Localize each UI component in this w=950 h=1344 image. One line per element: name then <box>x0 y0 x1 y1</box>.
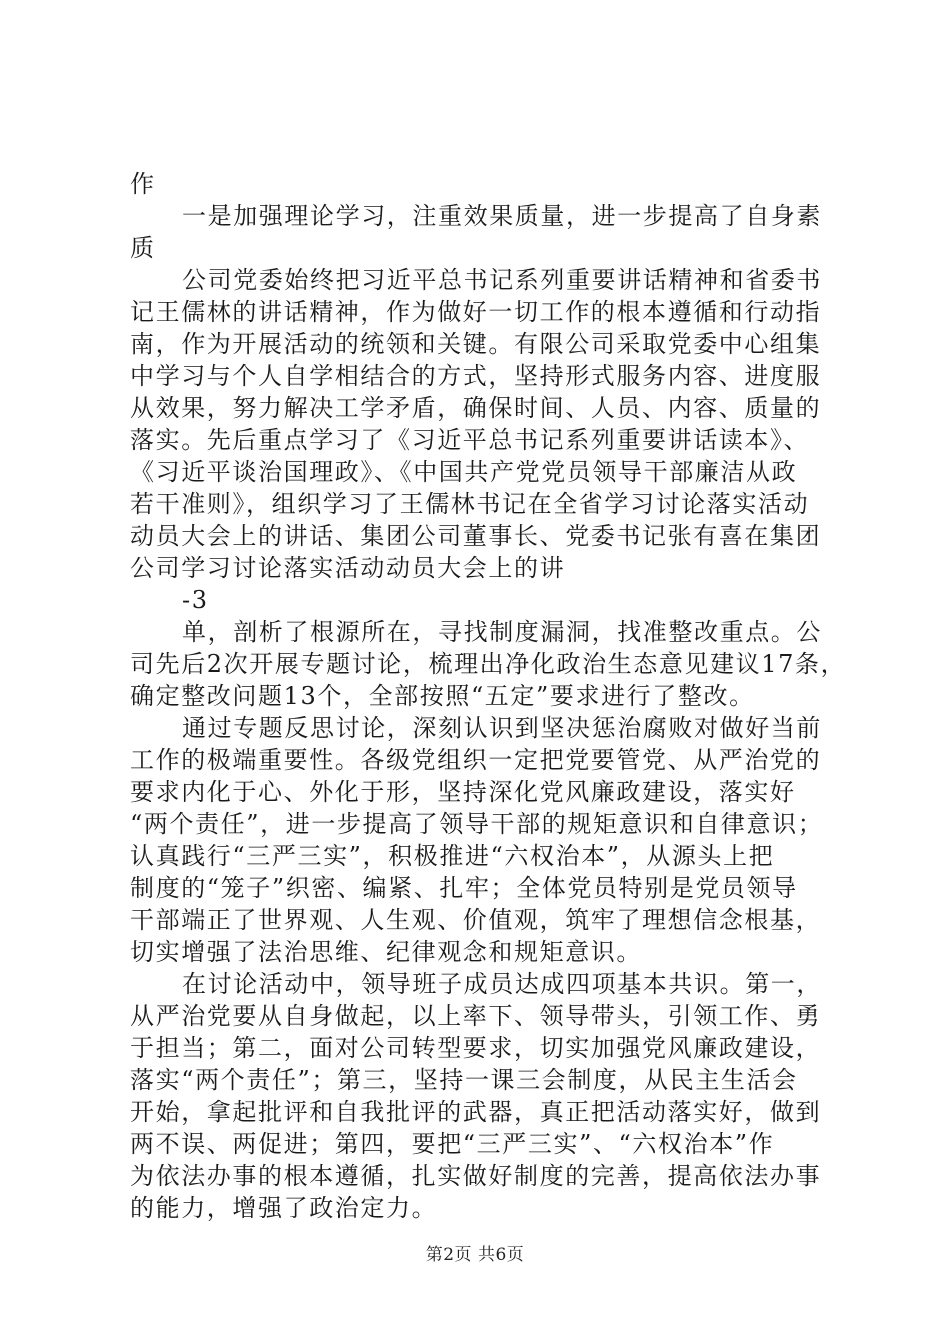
paragraph-first-line: 通过专题反思讨论，深刻认识到坚决惩治腐败对做好当前 <box>182 714 822 742</box>
text-line: 动员大会上的讲话、集团公司董事长、党委书记张有喜在集团 <box>130 522 822 550</box>
text-line: 从严治党要从自身做起，以上率下、领导带头，引领工作、勇 <box>130 1002 822 1030</box>
text-line: 要求内化于心、外化于形，坚持深化党风廉政建设，落实好 <box>130 778 796 806</box>
text-line: 司先后2次开展专题讨论，梳理出净化政治生态意见建议17条， <box>130 650 847 678</box>
text-line: 确定整改问题13个，全部按照“五定”要求进行了整改。 <box>130 682 755 710</box>
paragraph-first-line: 公司党委始终把习近平总书记系列重要讲话精神和省委书 <box>182 266 822 294</box>
text-line: 《习近平谈治国理政》、《中国共产党党员领导干部廉洁从政 <box>130 458 798 486</box>
text-line: 为依法办事的根本遵循，扎实做好制度的完善，提高依法办事 <box>130 1162 822 1190</box>
text-line: 作 <box>130 170 156 198</box>
document-body <box>130 168 847 1224</box>
page-marker-line: -3 <box>182 586 209 614</box>
text-line: 记王儒林的讲话精神，作为做好一切工作的根本遵循和行动指 <box>130 298 822 326</box>
text-line: “两个责任”，进一步提高了领导干部的规矩意识和自律意识； <box>130 810 824 838</box>
text-line: 开始，拿起批评和自我批评的武器，真正把活动落实好，做到 <box>130 1098 822 1126</box>
text-line: 若干准则》，组织学习了王儒林书记在全省学习讨论落实活动 <box>130 490 810 518</box>
paragraph-heading-line: 一是加强理论学习，注重效果质量，进一步提高了自身素 <box>182 202 822 230</box>
text-line: 质 <box>130 234 156 262</box>
text-line: 制度的“笼子”织密、编紧、扎牢；全体党员特别是党员领导 <box>130 874 798 902</box>
text-line: 认真践行“三严三实”，积极推进“六权治本”，从源头上把 <box>130 842 775 870</box>
page-footer <box>0 1244 950 1266</box>
text-line: 于担当；第二，面对公司转型要求，切实加强党风廉政建设， <box>130 1034 822 1062</box>
text-line: 的能力，增强了政治定力。 <box>130 1194 438 1222</box>
text-line: 从效果，努力解决工学矛盾，确保时间、人员、内容、质量的 <box>130 394 822 422</box>
text-line: 公司学习讨论落实活动动员大会上的讲 <box>130 554 566 582</box>
text-line: 工作的极端重要性。各级党组织一定把党要管党、从严治党的 <box>130 746 822 774</box>
page-number-info: 第2页 共6页 <box>425 1245 525 1265</box>
text-line: 切实增强了法治思维、纪律观念和规矩意识。 <box>130 938 642 966</box>
text-line: 落实“两个责任”；第三，坚持一课三会制度，从民主生活会 <box>130 1066 798 1094</box>
text-line: 干部端正了世界观、人生观、价值观，筑牢了理想信念根基， <box>130 906 822 934</box>
text-line: 南，作为开展活动的统领和关键。有限公司采取党委中心组集 <box>130 330 822 358</box>
text-line: 中学习与个人自学相结合的方式，坚持形式服务内容、进度服 <box>130 362 822 390</box>
text-line: 两不误、两促进；第四，要把“三严三实”、“六权治本”作 <box>130 1130 775 1158</box>
text-line: 落实。先后重点学习了《习近平总书记系列重要讲话读本》、 <box>130 426 810 454</box>
paragraph-first-line: 在讨论活动中，领导班子成员达成四项基本共识。第一， <box>182 970 822 998</box>
paragraph-first-line: 单，剖析了根源所在，寻找制度漏洞，找准整改重点。公 <box>182 618 822 646</box>
